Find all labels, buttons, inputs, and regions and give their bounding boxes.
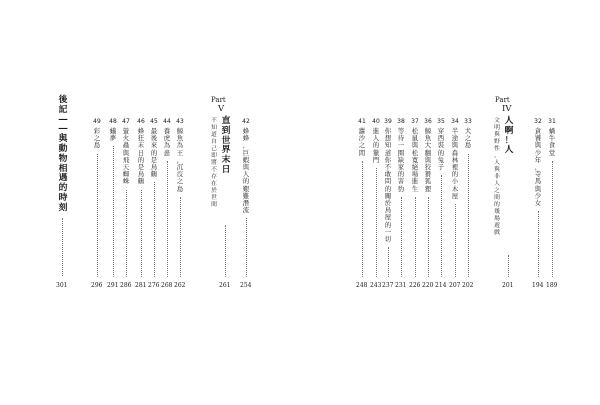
chapter-title: 養 虎 為 患 [163,127,171,157]
leader-dots [167,161,168,277]
part4-subtitle: 文 明 與 野 性 ， 人 與 非 人 之 間 的 幾 場 遊 戲 [494,118,500,236]
leader-dots [113,146,114,277]
chapter-page-number: 291 [107,282,119,289]
chapter-number: 46 [137,118,145,125]
chapter-title: 你 想 知 道 你 不 敢 問 的 關 於 鳥 屋 的 一 切 [384,127,392,244]
leader-dots [388,247,389,277]
leader-dots [141,190,142,277]
leader-dots [415,197,416,277]
afterword-page: 301 [56,282,68,289]
chapter-page-number: 286 [120,282,132,289]
chapter-page-number: 268 [161,282,173,289]
leader-dots [401,197,402,277]
chapter-number: 49 [93,118,101,125]
chapter-title: 最 後 來 的 是 鳥 鶴 [150,127,158,179]
afterword-title: 後 記 ― ― 與 動 物 相 遇 的 時 刻 [58,95,68,213]
chapter-title: 蜂 蜂 ， 巨 蝦 與 人 的 艱 難 潛 流 [242,127,250,215]
chapter-number: 47 [122,118,130,125]
chapter-title: 松 鼠 與 松 寬 絕 場 進 生 [411,127,419,193]
chapter-number: 38 [397,118,405,125]
leader-dots [376,168,377,277]
chapter-page-number: 189 [546,282,558,289]
part4-page: 201 [502,282,514,289]
chapter-number: 39 [384,118,392,125]
chapter-number: 35 [437,118,445,125]
chapter-title: 蘿 沙 之 間 [358,127,366,157]
part5-title: 直 到 世 界 末 日 [221,116,231,175]
chapter-title: 蜂 狂 末 日 的 是 鳥 鶴 [137,127,145,186]
chapter-number: 31 [548,118,556,125]
leader-dots [441,175,442,277]
chapter-page-number: 214 [435,282,447,289]
leader-dots [538,211,539,277]
part4-label: Part [495,96,510,104]
chapter-number: 40 [372,118,380,125]
chapter-number: 34 [451,118,459,125]
chapter-number: 32 [534,118,542,125]
chapter-title: 蝸 牛 食 堂 [548,127,556,157]
leader-dots [97,154,98,277]
chapter-number: 43 [176,118,184,125]
chapter-page-number: 220 [422,282,434,289]
chapter-page-number: 202 [462,282,474,289]
chapter-page-number: 207 [449,282,461,289]
part5-dots [225,225,226,277]
afterword-dots [62,218,63,276]
chapter-page-number: 262 [174,282,186,289]
chapter-number: 36 [424,118,432,125]
chapter-title: 蟻 夢 [109,127,117,143]
chapter-title: 鯨 魚 為 王 ， 沉 沒 之 島 [176,127,184,193]
chapter-title: 彩 之 島 [93,127,101,150]
leader-dots [246,218,247,277]
part5-page: 261 [219,282,231,289]
part4-dots [508,255,509,277]
chapter-page-number: 194 [532,282,544,289]
chapter-number: 33 [464,118,472,125]
chapter-title: 螢 火 蟲 與 飛 天 蜘 蛛 [122,127,130,186]
chapter-page-number: 226 [409,282,421,289]
leader-dots [552,161,553,277]
chapter-number: 44 [163,118,171,125]
chapter-page-number: 254 [240,282,252,289]
chapter-page-number: 248 [356,282,368,289]
chapter-page-number: 237 [382,282,394,289]
chapter-title: 鯨 魚 大 翻 與 狡 猾 狐 狸 [424,127,432,193]
part4-roman: IV [502,104,512,114]
part5-roman: V [218,104,225,114]
leader-dots [180,197,181,277]
part4-title: 人 啊 ！ 人 [504,116,514,156]
chapter-page-number: 281 [135,282,147,289]
chapter-number: 45 [150,118,158,125]
chapter-title: 穿 西 裝 的 兔 子 [437,127,445,172]
chapter-title: 等 待 一 圈 缺 家 的 害 豹 [397,127,405,193]
leader-dots [362,161,363,277]
part5-subtitle: 不 知 道 自 己 即 將 不 存 在 於 世 間 [211,118,217,208]
chapter-number: 37 [411,118,419,125]
chapter-page-number: 296 [91,282,103,289]
chapter-title: 進 人 的 獵 門 [372,127,380,164]
leader-dots [428,197,429,277]
leader-dots [154,182,155,277]
chapter-page-number: 243 [370,282,382,289]
chapter-number: 41 [358,118,366,125]
chapter-number: 42 [242,118,250,125]
leader-dots [468,154,469,277]
chapter-number: 48 [109,118,117,125]
chapter-page-number: 231 [395,282,407,289]
chapter-title: 貪 饕 與 少 年 ， 寺 馬 與 少 女 [534,127,542,208]
part5-label: Part [211,96,226,104]
leader-dots [455,204,456,277]
leader-dots [126,190,127,277]
chapter-title: 犬 之 島 [464,127,472,150]
chapter-title: 半 途 與 森 林 裡 的 小 木 屋 [451,127,459,200]
chapter-page-number: 276 [148,282,160,289]
